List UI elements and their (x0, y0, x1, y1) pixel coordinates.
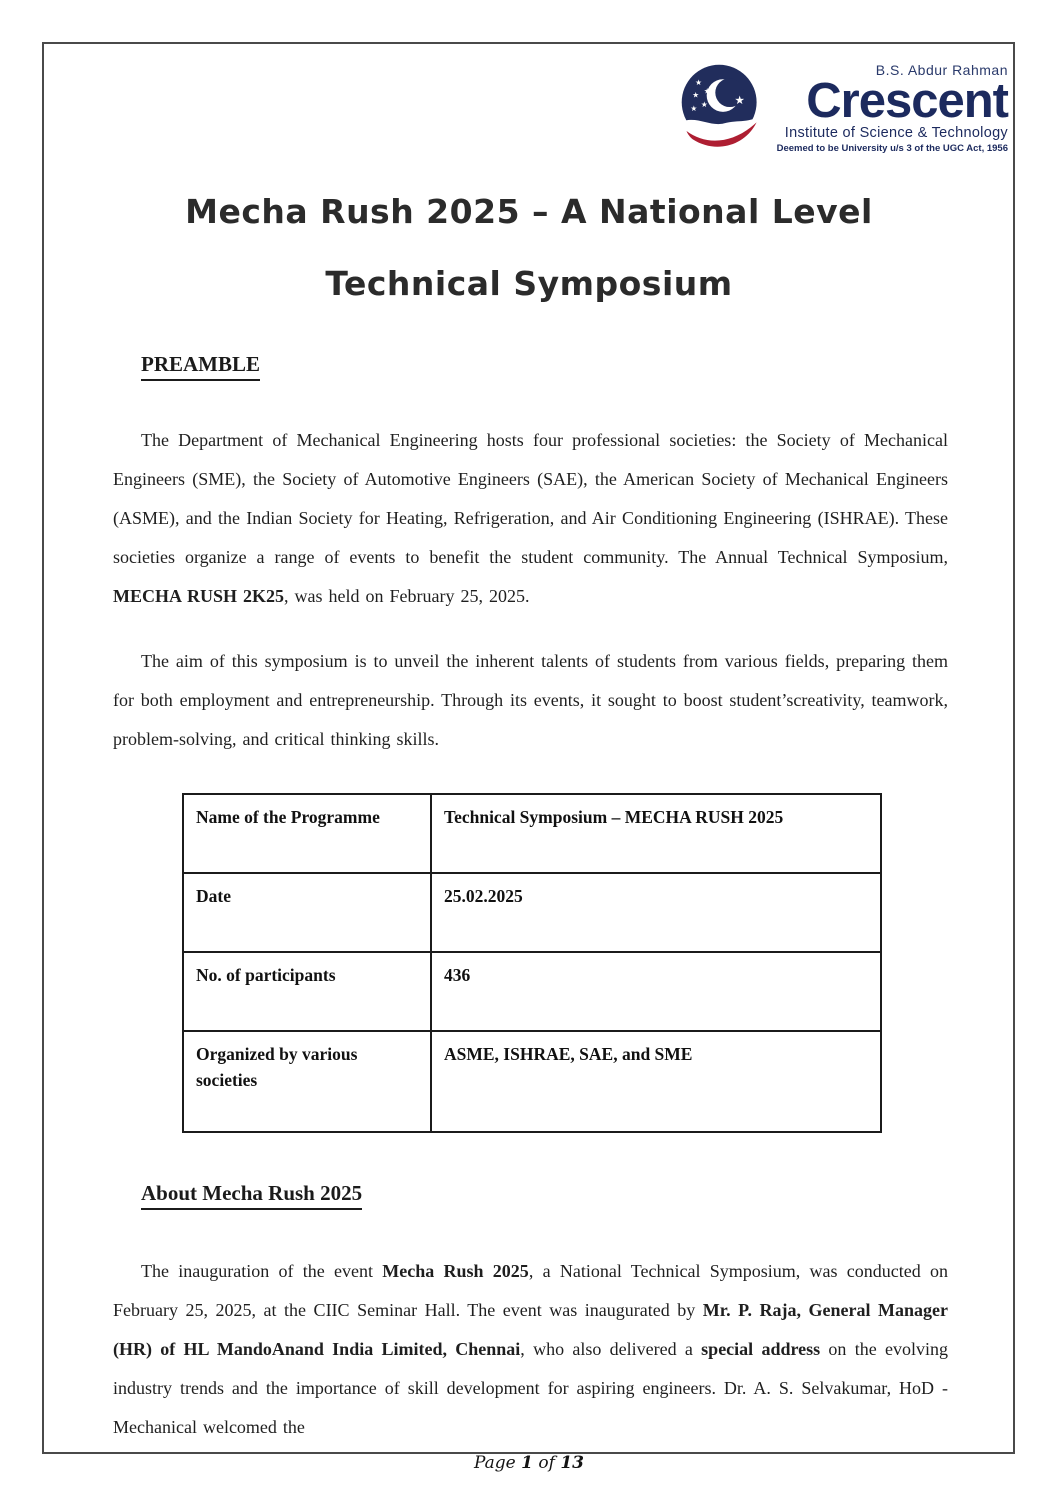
about-paragraph (113, 1252, 948, 1447)
svg-text:★: ★ (700, 100, 708, 110)
bold-text-segment: 13 (560, 1453, 585, 1473)
svg-text:★: ★ (703, 86, 711, 96)
text-segment: , was held on February 25, 2025. (284, 586, 530, 606)
document-title-line1: Mecha Rush 2025 – A National Level (185, 192, 873, 231)
table-label-cell: Organized by various societies (183, 1031, 431, 1132)
logo-row (0, 0, 1058, 154)
table-value-cell: Technical Symposium – MECHA RUSH 2025 (431, 794, 881, 873)
text-segment: , a National Technical Symposium, was conducted on February 25, 2025, at the CIIC Seminar Hall. The event was inaugurated by (113, 1261, 948, 1320)
text-segment: on the evolving industry trends and the importance of skill development for aspiring engineers. Dr. A. S. Selvakumar, HoD - Mechanical welcomed the (113, 1339, 948, 1437)
text-segment: The aim of this symposium is to unveil the inherent talents of students from various fields, preparing them for both employment and entrepreneurship. Through its events, it sought to boost student’screativity, teamwork, problem-solving, and critical thinking skills. (113, 651, 948, 749)
bold-text-segment: special address (701, 1339, 821, 1359)
logo-brand-name: Crescent (806, 74, 1008, 128)
preamble-paragraph-1 (113, 421, 948, 616)
bold-text-segment: MECHA RUSH 2K25 (113, 586, 285, 606)
table-value-cell: 436 (431, 952, 881, 1031)
table-row (183, 873, 881, 952)
document-title (0, 176, 1058, 320)
logo-founder-name: B.S. Abdur Rahman (875, 62, 1008, 78)
logo-institute-line: Institute of Science & Technology (784, 125, 1008, 141)
bold-text-segment: 1 (521, 1453, 533, 1473)
programme-info-table (182, 793, 882, 1133)
table-row (183, 794, 881, 873)
text-segment: of (533, 1453, 561, 1473)
document-title-line2: Technical Symposium (325, 264, 733, 303)
logo-text-block (777, 62, 1008, 154)
about-heading: About Mecha Rush 2025 (141, 1181, 1058, 1210)
text-segment: Page (473, 1453, 522, 1473)
svg-text:★: ★ (689, 103, 697, 113)
programme-info-table-body (183, 794, 881, 1132)
crescent-moon-stars-emblem-icon (675, 62, 771, 154)
logo-deemed-university-line: Deemed to be University u/s 3 of the UGC Act, 1956 (776, 143, 1008, 154)
svg-text:★: ★ (691, 90, 699, 100)
text-segment: The inauguration of the event (141, 1261, 383, 1281)
preamble-paragraph-2 (113, 642, 948, 759)
preamble-heading: PREAMBLE (141, 352, 1058, 381)
table-label-cell: No. of participants (183, 952, 431, 1031)
page-number-footer (0, 1453, 1058, 1473)
table-value-cell: ASME, ISHRAE, SAE, and SME (431, 1031, 881, 1132)
bold-text-segment: Mr. P. Raja, General Manager (HR) of HL MandoAnand India Limited, Chennai (113, 1300, 948, 1359)
svg-text:★: ★ (694, 77, 702, 87)
table-label-cell: Name of the Programme (183, 794, 431, 873)
text-segment: , who also delivered a (520, 1339, 702, 1359)
table-value-cell: 25.02.2025 (431, 873, 881, 952)
table-row (183, 952, 881, 1031)
table-label-cell: Date (183, 873, 431, 952)
text-segment: The Department of Mechanical Engineering hosts four professional societies: the Society of Mechanical Engineers (SME), the Society of Automotive Engineers (SAE), the American Society of Mechanical Engineers (ASME), and the Indian Society for Heating, Refrigeration, and Air Conditioning Engineering (ISHRAE). These societies organize a range of events to benefit the student community. The Annual Technical Symposium, (113, 430, 948, 567)
bold-text-segment: Mecha Rush 2025 (382, 1261, 529, 1281)
table-row (183, 1031, 881, 1132)
crescent-institute-logo (675, 62, 1008, 154)
svg-text:★: ★ (734, 93, 745, 108)
